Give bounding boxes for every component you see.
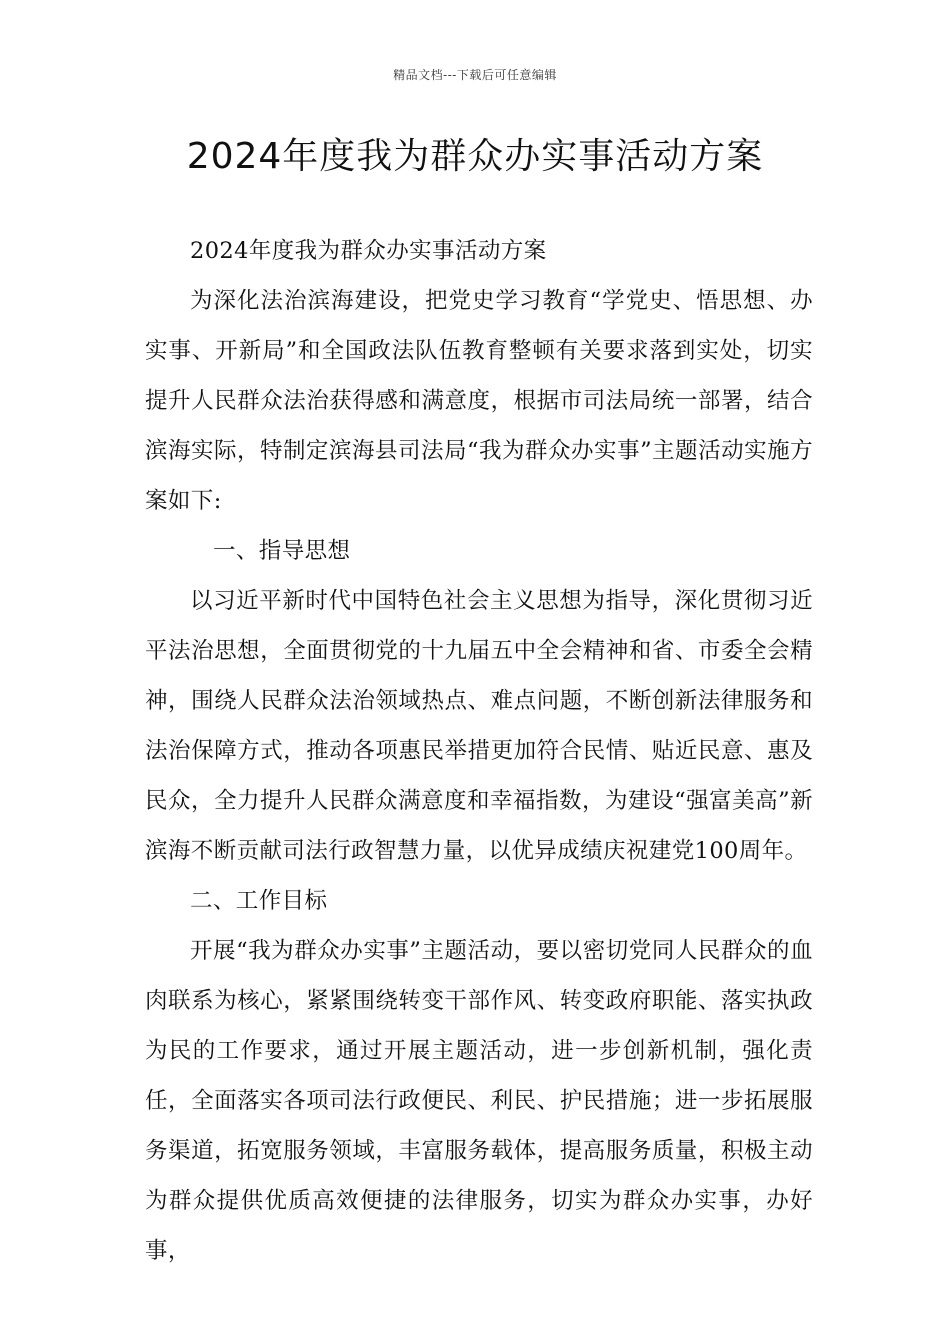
paragraph-subtitle: 2024年度我为群众办实事活动方案 xyxy=(190,238,547,264)
paragraph-work-goals: 开展“我为群众办实事”主题活动，要以密切党同人民群众的血肉联系为核心，紧紧围绕转变干部作风、转变政府职能、落实执政为民的工作要求，通过开展主题活动，进一步创新机制，强化责任，全面落实各项司法行政便民、利民、护民措施；进一步拓展服务渠道，拓宽服务领域，丰富服务载体，提高服务质量，积极主动为群众提供优质高效便捷的法律服务，切实为群众办实事，办好事， xyxy=(145,938,813,1264)
section-heading-work-goals: 二、工作目标 xyxy=(190,888,328,914)
paragraph-intro: 为深化法治滨海建设，把党史学习教育“学党史、悟思想、办实事、开新局”和全国政法队伍教育整顿有关要求落到实处，切实提升人民群众法治获得感和满意度，根据市司法局统一部署，结合滨海实际，特制定滨海县司法局“我为群众办实事”主题活动实施方案如下: xyxy=(145,288,813,514)
header-note: 精品文档---下载后可任意编辑 xyxy=(393,68,557,82)
document-title: 2024年度我为群众办实事活动方案 xyxy=(186,136,764,177)
section-heading-guiding-thought: 一、指导思想 xyxy=(213,538,351,564)
document-body xyxy=(145,226,813,1276)
paragraph-guiding-thought: 以习近平新时代中国特色社会主义思想为指导，深化贯彻习近平法治思想，全面贯彻党的十九届五中全会精神和省、市委全会精神，围绕人民群众法治领域热点、难点问题，不断创新法律服务和法治保障方式，推动各项惠民举措更加符合民情、贴近民意、惠及民众，全力提升人民群众满意度和幸福指数，为建设“强富美高”新滨海不断贡献司法行政智慧力量，以优异成绩庆祝建党100周年。 xyxy=(145,588,813,864)
